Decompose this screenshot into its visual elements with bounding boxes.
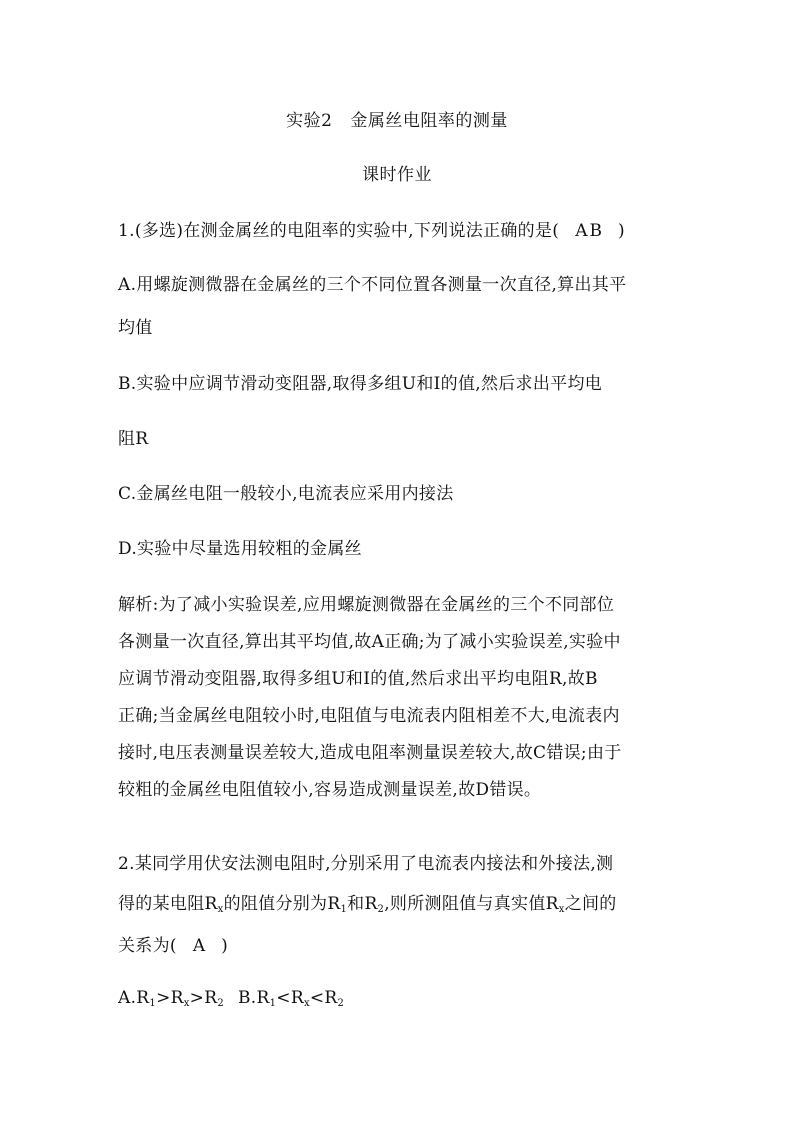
question-2-stem-line-3 [118, 931, 228, 956]
question-1-option-d: D.实验中尽量选用较粗的金属丝 [118, 539, 362, 559]
analysis-line-6: 较粗的金属丝电阻值较小,容易造成测量误差,故D错误。 [118, 780, 542, 800]
question-1-option-b-line-1: B.实验中应调节滑动变阻器,取得多组U和I的值,然后求出平均电 [118, 374, 603, 394]
analysis-line-5: 接时,电压表测量误差较大,造成电阻率测量误差较大,故C错误;由于 [118, 743, 622, 763]
subscript-x: x [217, 904, 224, 915]
subscript-1: 1 [340, 904, 348, 915]
title-prefix: 实验2 [286, 111, 333, 131]
subscript: 2 [337, 998, 345, 1009]
subscript-x: x [558, 904, 565, 915]
subscript-2: 2 [377, 904, 385, 915]
title-main-text: 金属丝电阻率的测量 [350, 111, 508, 131]
stem-text-3: 和R [347, 894, 378, 914]
subscript: x [303, 998, 310, 1009]
option-b-label: B.R [238, 988, 270, 1008]
question-2-options [118, 988, 344, 1008]
subscript: 1 [269, 998, 277, 1009]
analysis-line-1: 解析:为了减小实验误差,应用螺旋测微器在金属丝的三个不同部位 [118, 595, 615, 615]
subscript: 1 [149, 998, 157, 1009]
question-1-close-paren: ) [618, 221, 625, 241]
stem-text-4: ,则所测阻值与真实值R [384, 894, 559, 914]
question-1-stem [118, 216, 625, 241]
option-a-op-2: >R [189, 988, 218, 1008]
question-1-option-b-line-2: 阻R [118, 429, 149, 449]
question-2-close-paren: ) [221, 936, 229, 956]
option-b-op-2: <R [309, 988, 338, 1008]
question-2-stem-line-3-text: 关系为( [118, 936, 177, 956]
analysis-line-4: 正确;当金属丝电阻较小时,电阻值与电流表内阻相差不大,电流表内 [118, 706, 620, 726]
page-title [0, 106, 794, 131]
option-b-op-1: <R [276, 988, 304, 1008]
option-a-op-1: >R [156, 988, 184, 1008]
option-a-label: A.R [118, 988, 150, 1008]
question-1-option-a-line-2: 均值 [118, 318, 153, 338]
question-2-answer: A [192, 936, 208, 956]
subscript: x [183, 998, 190, 1009]
question-1-option-c: C.金属丝电阻一般较小,电流表应采用内接法 [118, 484, 454, 504]
question-2-stem-line-2 [118, 889, 617, 914]
question-1-answer: AB [575, 221, 605, 241]
stem-text-5: 之间的 [564, 894, 617, 914]
question-1-option-a-line-1: A.用螺旋测微器在金属丝的三个不同位置各测量一次直径,算出其平 [118, 275, 627, 295]
page-subtitle: 课时作业 [362, 165, 432, 185]
analysis-line-3: 应调节滑动变阻器,取得多组U和I的值,然后求出平均电阻R,故B [118, 669, 598, 689]
subscript: 2 [217, 998, 224, 1009]
question-2-stem-line-1: 2.某同学用伏安法测电阻时,分别采用了电流表内接法和外接法,测 [118, 854, 614, 874]
question-1-stem-text: 1.(多选)在测金属丝的电阻率的实验中,下列说法正确的是( [118, 221, 560, 241]
analysis-line-2: 各测量一次直径,算出其平均值,故A正确;为了减小实验误差,实验中 [118, 632, 621, 652]
stem-text-2: 的阻值分别为R [223, 894, 341, 914]
stem-text-1: 得的某电阻R [118, 894, 218, 914]
